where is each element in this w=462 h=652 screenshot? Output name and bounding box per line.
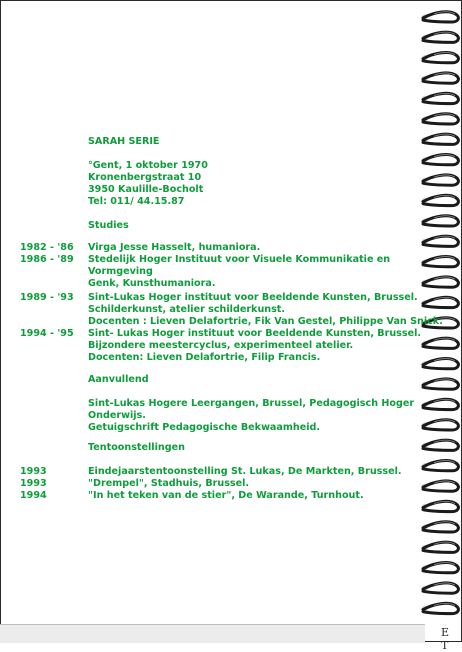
- binding-coil: [422, 216, 458, 226]
- exhibition-year: 1993: [20, 478, 47, 489]
- binding-coil: [422, 155, 458, 165]
- binding-coil: [422, 461, 458, 471]
- binding-coil: [422, 603, 458, 613]
- binding-coil: [422, 522, 458, 532]
- exhibition-text: "Drempel", Stadhuis, Brussel.: [88, 478, 250, 489]
- exhibition-year: 1994: [20, 490, 47, 501]
- study-line: Docenten : Lieven Delafortrie, Fik Van Gestel, Philippe Van Snick.: [88, 316, 443, 327]
- study-line: Virga Jesse Hasselt, humaniora.: [88, 242, 261, 253]
- study-line: Schilderkunst, atelier schilderkunst.: [88, 304, 286, 315]
- binding-coil: [422, 379, 458, 389]
- street-line: Kronenbergstraat 10: [88, 172, 202, 183]
- tel-line: Tel: 011/ 44.15.87: [88, 196, 185, 207]
- study-line: Genk, Kunsthumaniora.: [88, 278, 216, 289]
- aanvullend-line: Onderwijs.: [88, 410, 146, 421]
- binding-coil: [422, 399, 458, 409]
- study-line: Vormgeving: [88, 266, 153, 277]
- binding-coil: [422, 277, 458, 287]
- binding-coil: [422, 297, 458, 307]
- aanvullend-line: Sint-Lukas Hogere Leergangen, Brussel, Pedagogisch Hoger: [88, 398, 415, 409]
- binding-coil: [422, 53, 458, 63]
- study-line: Bijzondere meestercyclus, experimenteel atelier.: [88, 340, 354, 351]
- aanvullend-line: Getuigschrift Pedagogische Bekwaamheid.: [88, 422, 321, 433]
- aanvullend-heading: Aanvullend: [88, 374, 149, 385]
- binding-coil: [422, 236, 458, 246]
- studies-heading: Studies: [88, 220, 129, 231]
- cv-name: SARAH SERIE: [88, 136, 160, 147]
- study-years: 1994 - '95: [20, 328, 74, 339]
- study-line: Sint-Lukas Hoger instituut voor Beeldende Kunsten, Brussel.: [88, 292, 418, 303]
- birth-line: °Gent, 1 oktober 1970: [88, 160, 208, 171]
- binding-coil: [422, 93, 458, 103]
- exhibition-text: Eindejaarstentoonstelling St. Lukas, De Markten, Brussel.: [88, 466, 402, 477]
- exhibition-text: "In het teken van de stier", De Warande, Turnhout.: [88, 490, 364, 501]
- study-years: 1986 - '89: [20, 254, 74, 265]
- study-line: Stedelijk Hoger Instituut voor Visuele Kommunikatie en: [88, 254, 391, 265]
- binding-coil: [422, 195, 458, 205]
- binding-coil: [422, 134, 458, 144]
- tentoonstellingen-heading: Tentoonstellingen: [88, 442, 185, 453]
- binding-coil: [422, 12, 458, 22]
- city-line: 3950 Kaulille-Bocholt: [88, 184, 204, 195]
- binding-coil: [422, 542, 458, 552]
- binding-coil: [422, 359, 458, 369]
- binding-coil: [422, 32, 458, 42]
- binding-coil: [422, 73, 458, 83]
- binding-coil: [422, 440, 458, 450]
- study-line: Sint- Lukas Hoger instituut voor Beeldende Kunsten, Brussel.: [88, 328, 422, 339]
- binding-coil: [422, 420, 458, 430]
- binding-coil: [422, 501, 458, 511]
- binding-coil: [422, 481, 458, 491]
- exhibition-year: 1993: [20, 466, 47, 477]
- binding-coil: [422, 338, 458, 348]
- binding-coil: [422, 114, 458, 124]
- study-line: Docenten: Lieven Delafortrie, Filip Francis.: [88, 352, 321, 363]
- binding-coil: [422, 583, 458, 593]
- page-bottom-edge: [0, 624, 425, 643]
- corner-mark: E T: [441, 626, 453, 652]
- binding-coil: [422, 175, 458, 185]
- study-years: 1982 - '86: [20, 242, 74, 253]
- binding-coil: [422, 257, 458, 267]
- study-years: 1989 - '93: [20, 292, 74, 303]
- binding-coil: [422, 563, 458, 573]
